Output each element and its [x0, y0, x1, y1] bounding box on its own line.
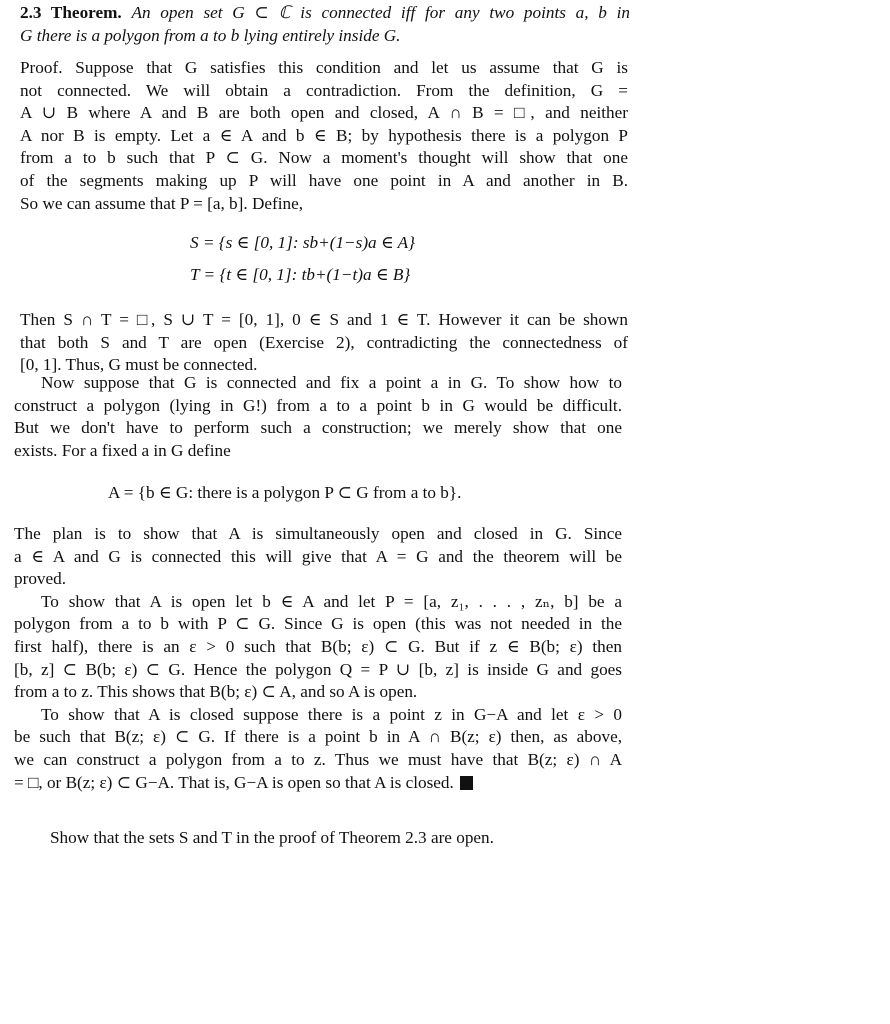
- text-line: not connected. We will obtain a contradiction. From the definition, G =: [20, 80, 628, 100]
- text-line: Proof. Suppose that G satisfies this condition and let us assume that G is: [20, 58, 628, 77]
- text-line: = □, or B(z; ε) ⊂ G−A. That is, G−A is open so that A is closed.: [14, 772, 622, 795]
- theorem-text-1: An open set G ⊂ ℂ is connected iff for any two points a, b in: [131, 3, 630, 22]
- text-line: [0, 1]. Thus, G must be connected.: [20, 355, 258, 375]
- text-line: from a to z. This shows that B(b; ε) ⊂ A, and so A is open.: [14, 682, 418, 702]
- text-line: So we can assume that P = [a, b]. Define,: [20, 193, 304, 213]
- text-line: be such that B(z; ε) ⊂ G. If there is a point b in A ∩ B(z; ε) then, as above,: [14, 727, 622, 747]
- exercise-text: Show that the sets S and T in the proof of Theorem 2.3 are open.: [50, 828, 494, 847]
- text-line: that both S and T are open (Exercise 2), contradicting the connectedness of: [20, 332, 628, 352]
- text-line: But we don't have to perform such a construction; we merely show that one: [14, 418, 622, 438]
- qed-icon: [460, 776, 473, 790]
- text-line: of the segments making up P will have one point in A and another in B.: [20, 170, 628, 190]
- text-line: To show that A is open let b ∈ A and let P = [a, z₁, . . . , zₙ, b] be a: [41, 591, 622, 611]
- proof-paragraph-3: [14, 372, 622, 462]
- text-line: first half), there is an ε > 0 such that B(b; ε) ⊂ G. But if z ∈ B(b; ε) then: [14, 636, 622, 656]
- text-line: A nor B is empty. Let a ∈ A and b ∈ B; by hypothesis there is a polygon P: [20, 125, 628, 145]
- equation-A: A = {b ∈ G: there is a polygon P ⊂ G from a to b}.: [108, 483, 462, 502]
- equation-T: T = {t ∈ [0, 1]: tb+(1−t)a ∈ B}: [190, 265, 411, 284]
- text-line: polygon from a to b with P ⊂ G. Since G is open (this was not needed in the: [14, 614, 622, 634]
- text-line: To show that A is closed suppose there is a point z in G−A and let ε > 0: [41, 704, 622, 724]
- proof-paragraph-1: [20, 57, 628, 215]
- text-line: construct a polygon (lying in G!) from a to a point b in G would be difficult.: [14, 395, 622, 415]
- text-line: Now suppose that G is connected and fix a point a in G. To show how to: [41, 373, 622, 392]
- equation-S: S = {s ∈ [0, 1]: sb+(1−s)a ∈ A}: [190, 233, 416, 252]
- text-line: a ∈ A and G is connected this will give that A = G and the theorem will be: [14, 546, 622, 566]
- text-line: The plan is to show that A is simultaneously open and closed in G. Since: [14, 524, 622, 543]
- text-line: exists. For a fixed a in G define: [14, 440, 231, 460]
- text-line: A ∪ B where A and B are both open and closed, A ∩ B = □, and neither: [20, 103, 628, 123]
- proof-paragraph-2: [20, 309, 628, 377]
- proof-paragraph-4: [14, 523, 622, 794]
- text-line: Then S ∩ T = □, S ∪ T = [0, 1], 0 ∈ S and 1 ∈ T. However it can be shown: [20, 310, 628, 329]
- theorem-line-1: [20, 2, 630, 25]
- text-line: we can construct a polygon from a to z. Thus we must have that B(z; ε) ∩ A: [14, 749, 622, 769]
- text-line: from a to b such that P ⊂ G. Now a moment's thought will show that one: [20, 148, 628, 168]
- theorem-line-2: G there is a polygon from a to b lying entirely inside G.: [20, 25, 401, 45]
- text-line: [b, z] ⊂ B(b; ε) ⊂ G. Hence the polygon Q = P ∪ [b, z] is inside G and goes: [14, 659, 622, 679]
- theorem-label: 2.3 Theorem.: [20, 3, 122, 22]
- text-line: proved.: [14, 569, 67, 589]
- theorem-statement: [20, 2, 630, 47]
